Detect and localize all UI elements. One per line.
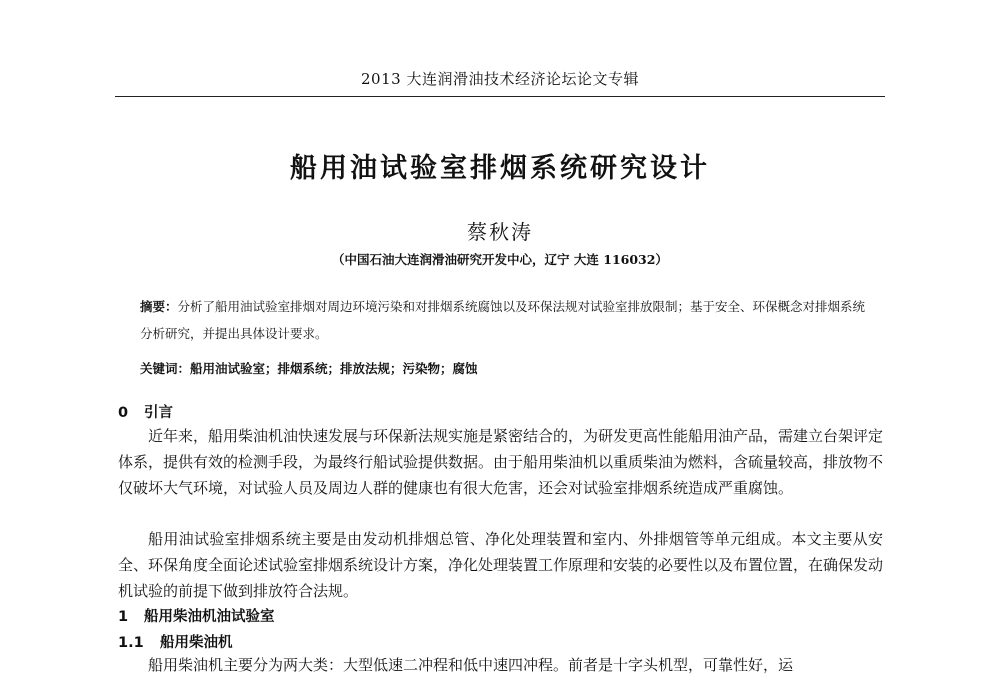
abstract-label: 摘要：: [140, 299, 178, 314]
section-title: 船用柴油机油试验室: [144, 609, 275, 625]
keywords-text: 船用油试验室；排烟系统；排放法规；污染物；腐蚀: [190, 361, 478, 376]
section-title: 船用柴油机: [160, 635, 233, 651]
section-number: 1: [118, 609, 129, 625]
section-number: 0: [118, 405, 129, 421]
author-affiliation: （中国石油大连润滑油研究开发中心，辽宁 大连 116032）: [332, 252, 668, 267]
paragraph-intro-1: 近年来，船用柴油机油快速发展与环保新法规实施是紧密结合的，为研发更高性能船用油产品，需建立台架评定体系，提供有效的检测手段，为最终行船试验提供数据。由于船用柴油机以重质柴油为燃料，含硫量较高，排放物不仅破坏大气环境，对试验人员及周边人群的健康也有很大危害，还会对试验室排烟系统造成严重腐蚀。: [118, 427, 884, 497]
author-name: 蔡秋涛: [467, 220, 533, 244]
running-header: 2013 大连润滑油技术经济论坛论文专辑: [361, 70, 639, 88]
article-title: 船用油试验室排烟系统研究设计: [290, 153, 710, 184]
section-heading-1-1: [118, 631, 233, 652]
section-heading-intro: [118, 401, 173, 422]
paragraph-1-1: 船用柴油机主要分为两大类：大型低速二冲程和低中速四冲程。前者是十字头机型，可靠性好，运: [148, 656, 794, 674]
abstract-text: 分析了船用油试验室排烟对周边环境污染和对排烟系统腐蚀以及环保法规对试验室排放限制；基于安全、环保概念对排烟系统分析研究，并提出具体设计要求。: [140, 299, 866, 341]
header-rule: [115, 96, 885, 97]
section-heading-1: [118, 605, 275, 626]
paragraph-intro-2: 船用油试验室排烟系统主要是由发动机排烟总管、净化处理装置和室内、外排烟管等单元组成。本文主要从安全、环保角度全面论述试验室排烟系统设计方案，净化处理装置工作原理和安装的必要性以及布置位置，在确保发动机试验的前提下做到排放符合法规。: [118, 530, 884, 600]
abstract: [140, 293, 870, 347]
section-title: 引言: [144, 405, 173, 421]
section-number: 1.1: [118, 635, 144, 651]
keywords: [140, 359, 870, 377]
keywords-label: 关键词：: [140, 361, 191, 376]
